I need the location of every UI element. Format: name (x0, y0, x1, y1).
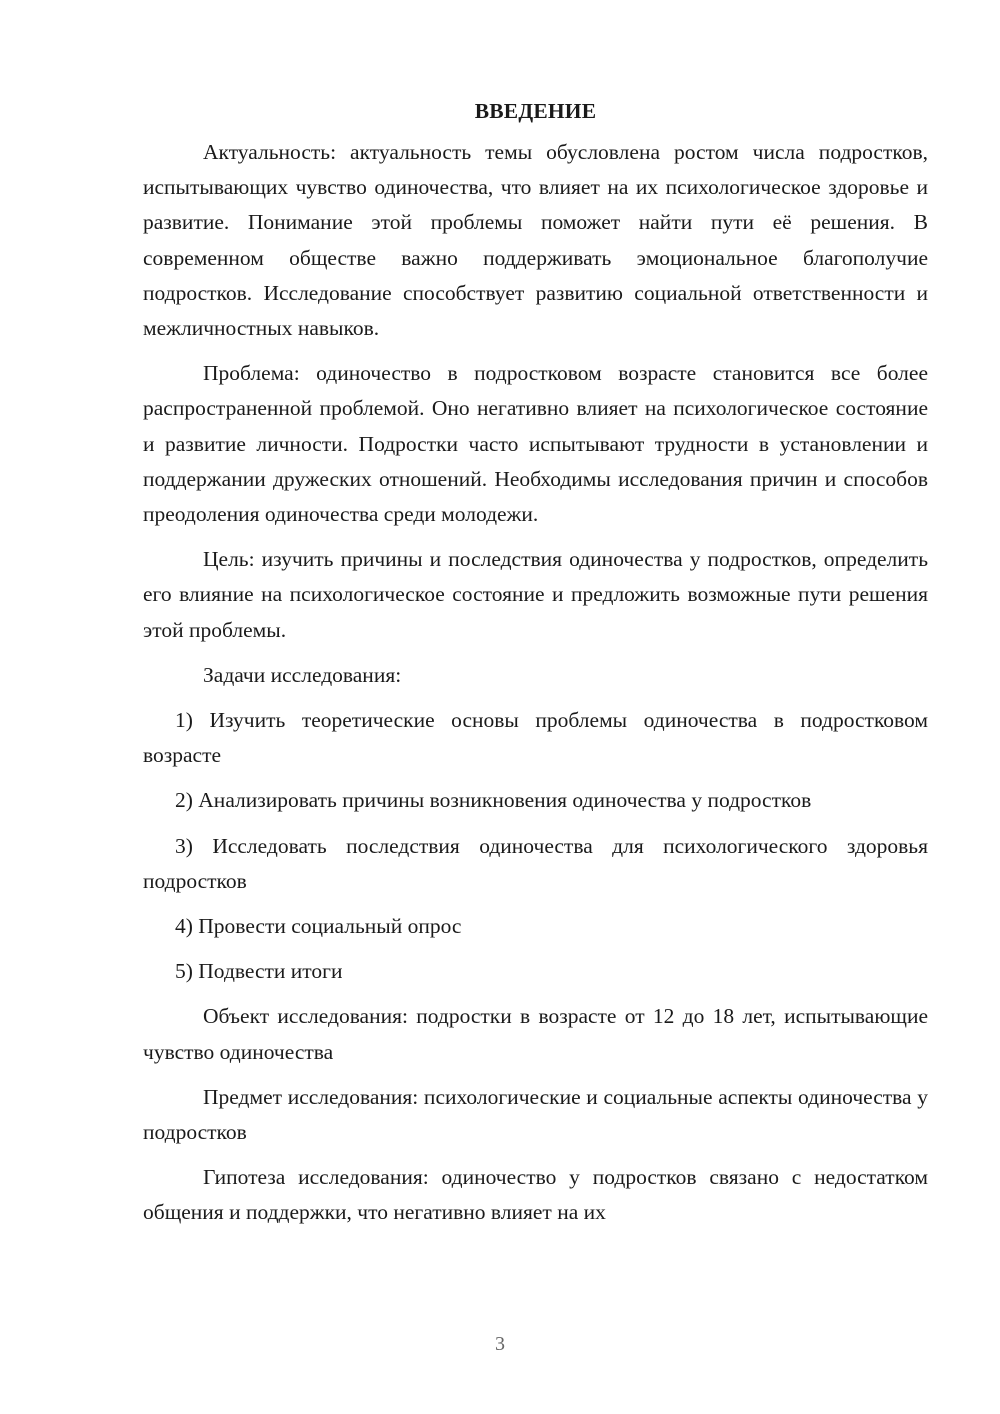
page-content (143, 94, 928, 1241)
task-item-2: 2) Анализировать причины возникновения одиночества у подростков (175, 788, 812, 813)
subject-paragraph: Предмет исследования: психологические и социальные аспекты одиночества у подростков (143, 1084, 928, 1145)
task-item-4: 4) Провести социальный опрос (175, 914, 462, 939)
task-item-1: 1) Изучить теоретические основы проблемы одиночества в подростковом возрасте (143, 708, 928, 768)
tasks-heading: Задачи исследования: (203, 662, 402, 687)
goal-paragraph: Цель: изучить причины и последствия одиночества у подростков, определить его влияние на психологическое состояние и предложить возможные пути решения этой проблемы. (143, 547, 928, 642)
task-item-5: 5) Подвести итоги (175, 959, 343, 984)
section-title: ВВЕДЕНИЕ (474, 99, 597, 123)
page-number: 3 (495, 1333, 505, 1355)
hypothesis-paragraph: Гипотеза исследования: одиночество у подростков связано с недостатком общения и поддержки, что негативно влияет на их (143, 1165, 928, 1225)
object-paragraph: Объект исследования: подростки в возрасте от 12 до 18 лет, испытывающие чувство одиночества (143, 1004, 928, 1064)
problem-paragraph: Проблема: одиночество в подростковом возрасте становится все более распространенной проблемой. Оно негативно влияет на психологическое состояние и развитие личности. Подростки часто испытывают трудности в установлении и поддержании дружеских отношений. Необходимы исследования причин и способов преодоления одиночества среди молодежи. (143, 361, 928, 527)
task-item-3: 3) Исследовать последствия одиночества для психологического здоровья подростков (143, 833, 928, 893)
relevance-paragraph: Актуальность: актуальность темы обусловлена ростом числа подростков, испытывающих чувство одиночества, что влияет на их психологическое здоровье и развитие. Понимание этой проблемы поможет найти пути её решения. В современном обществе важно поддерживать эмоциональное благополучие подростков. Исследование способствует развитию социальной ответственности и межличностных навыков. (143, 140, 928, 341)
